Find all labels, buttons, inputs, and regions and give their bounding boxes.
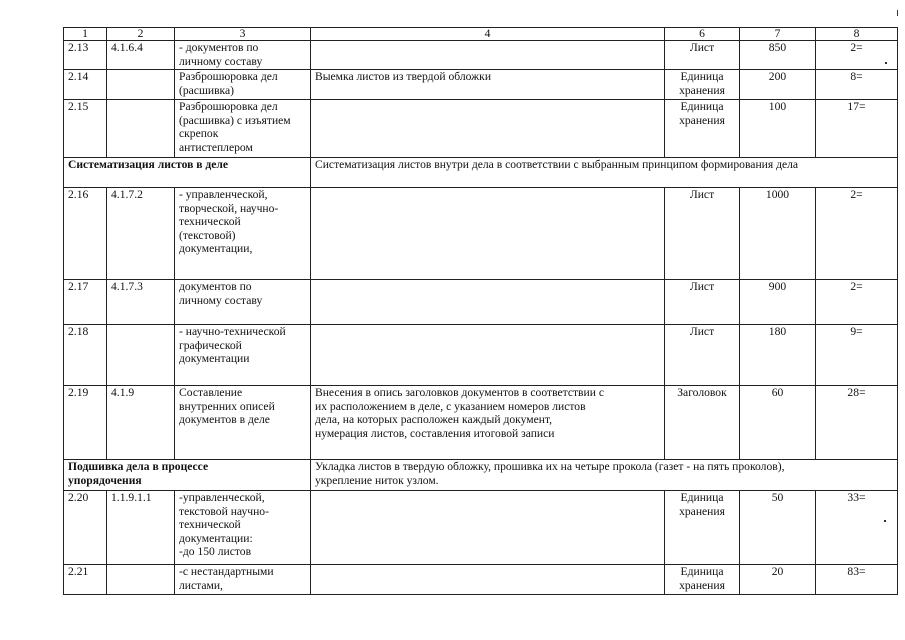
table-row	[64, 100, 898, 158]
norm: 2=	[816, 188, 898, 280]
document-page	[63, 27, 898, 595]
quantity: 50	[740, 491, 816, 565]
unit: Лист	[665, 325, 740, 386]
rates-table	[63, 27, 898, 595]
paragraph-code: 4.1.9	[107, 386, 175, 460]
work-description	[311, 100, 665, 158]
col-header-1: 1	[64, 28, 107, 41]
table-row	[64, 325, 898, 386]
work-name: - документов по личному составу	[175, 41, 311, 70]
paragraph-code: 1.1.9.1.1	[107, 491, 175, 565]
section-description: Систематизация листов внутри дела в соответствии с выбранным принципом формирования дела	[311, 158, 898, 188]
col-header-2: 2	[107, 28, 175, 41]
unit: Лист	[665, 188, 740, 280]
col-header-7: 7	[740, 28, 816, 41]
section-row	[64, 158, 898, 188]
row-number: 2.13	[64, 41, 107, 70]
unit: Заголовок	[665, 386, 740, 460]
norm: 17=	[816, 100, 898, 158]
col-header-4: 4	[311, 28, 665, 41]
quantity: 1000	[740, 188, 816, 280]
norm: 2=	[816, 280, 898, 325]
quantity: 100	[740, 100, 816, 158]
scan-speck	[897, 10, 898, 16]
row-number: 2.20	[64, 491, 107, 565]
table-row	[64, 386, 898, 460]
work-name: -управленческой, текстовой научно- технической документации: -до 150 листов	[175, 491, 311, 565]
norm: 2=	[816, 41, 898, 70]
section-title: Систематизация листов в деле	[64, 158, 311, 188]
unit: Лист	[665, 280, 740, 325]
quantity: 60	[740, 386, 816, 460]
work-description	[311, 188, 665, 280]
row-number: 2.18	[64, 325, 107, 386]
table-row	[64, 565, 898, 595]
col-header-8: 8	[816, 28, 898, 41]
norm: 8=	[816, 70, 898, 100]
norm: 28=	[816, 386, 898, 460]
scan-speck	[884, 520, 886, 522]
work-description: Внесения в опись заголовков документов в соответствии с их расположением в деле, с указанием номеров листов дела, на которых расположен каждый документ, нумерация листов, составления итоговой записи	[311, 386, 665, 460]
table-row	[64, 70, 898, 100]
work-name: - научно-технической графической документации	[175, 325, 311, 386]
table-row	[64, 491, 898, 565]
paragraph-code: 4.1.6.4	[107, 41, 175, 70]
work-description	[311, 565, 665, 595]
section-description: Укладка листов в твердую обложку, прошивка их на четыре прокола (газет - на пять проколов), укрепление ниток узлом.	[311, 460, 898, 491]
work-name: - управленческой, творческой, научно- технической (текстовой) документации,	[175, 188, 311, 280]
section-title: Подшивка дела в процессе упорядочения	[64, 460, 311, 491]
quantity: 20	[740, 565, 816, 595]
work-description	[311, 280, 665, 325]
table-row	[64, 188, 898, 280]
work-description	[311, 491, 665, 565]
header-row	[64, 28, 898, 41]
work-name: -с нестандартными листами,	[175, 565, 311, 595]
paragraph-code	[107, 100, 175, 158]
quantity: 900	[740, 280, 816, 325]
paragraph-code	[107, 70, 175, 100]
row-number: 2.15	[64, 100, 107, 158]
work-description: Выемка листов из твердой обложки	[311, 70, 665, 100]
quantity: 850	[740, 41, 816, 70]
work-name: Разброшюровка дел (расшивка)	[175, 70, 311, 100]
section-row	[64, 460, 898, 491]
work-description	[311, 41, 665, 70]
work-description	[311, 325, 665, 386]
quantity: 180	[740, 325, 816, 386]
paragraph-code: 4.1.7.2	[107, 188, 175, 280]
paragraph-code	[107, 565, 175, 595]
unit: Единица хранения	[665, 565, 740, 595]
col-header-3: 3	[175, 28, 311, 41]
row-number: 2.21	[64, 565, 107, 595]
unit: Лист	[665, 41, 740, 70]
row-number: 2.14	[64, 70, 107, 100]
paragraph-code: 4.1.7.3	[107, 280, 175, 325]
unit: Единица хранения	[665, 70, 740, 100]
row-number: 2.19	[64, 386, 107, 460]
scan-speck	[885, 62, 887, 64]
paragraph-code	[107, 325, 175, 386]
work-name: Разброшюровка дел (расшивка) с изъятием скрепок антистеплером	[175, 100, 311, 158]
norm: 83=	[816, 565, 898, 595]
quantity: 200	[740, 70, 816, 100]
work-name: Составление внутренних описей документов в деле	[175, 386, 311, 460]
row-number: 2.17	[64, 280, 107, 325]
norm: 9=	[816, 325, 898, 386]
col-header-6: 6	[665, 28, 740, 41]
work-name: документов по личному составу	[175, 280, 311, 325]
row-number: 2.16	[64, 188, 107, 280]
table-row	[64, 41, 898, 70]
unit: Единица хранения	[665, 100, 740, 158]
table-row	[64, 280, 898, 325]
unit: Единица хранения	[665, 491, 740, 565]
norm: 33=	[816, 491, 898, 565]
